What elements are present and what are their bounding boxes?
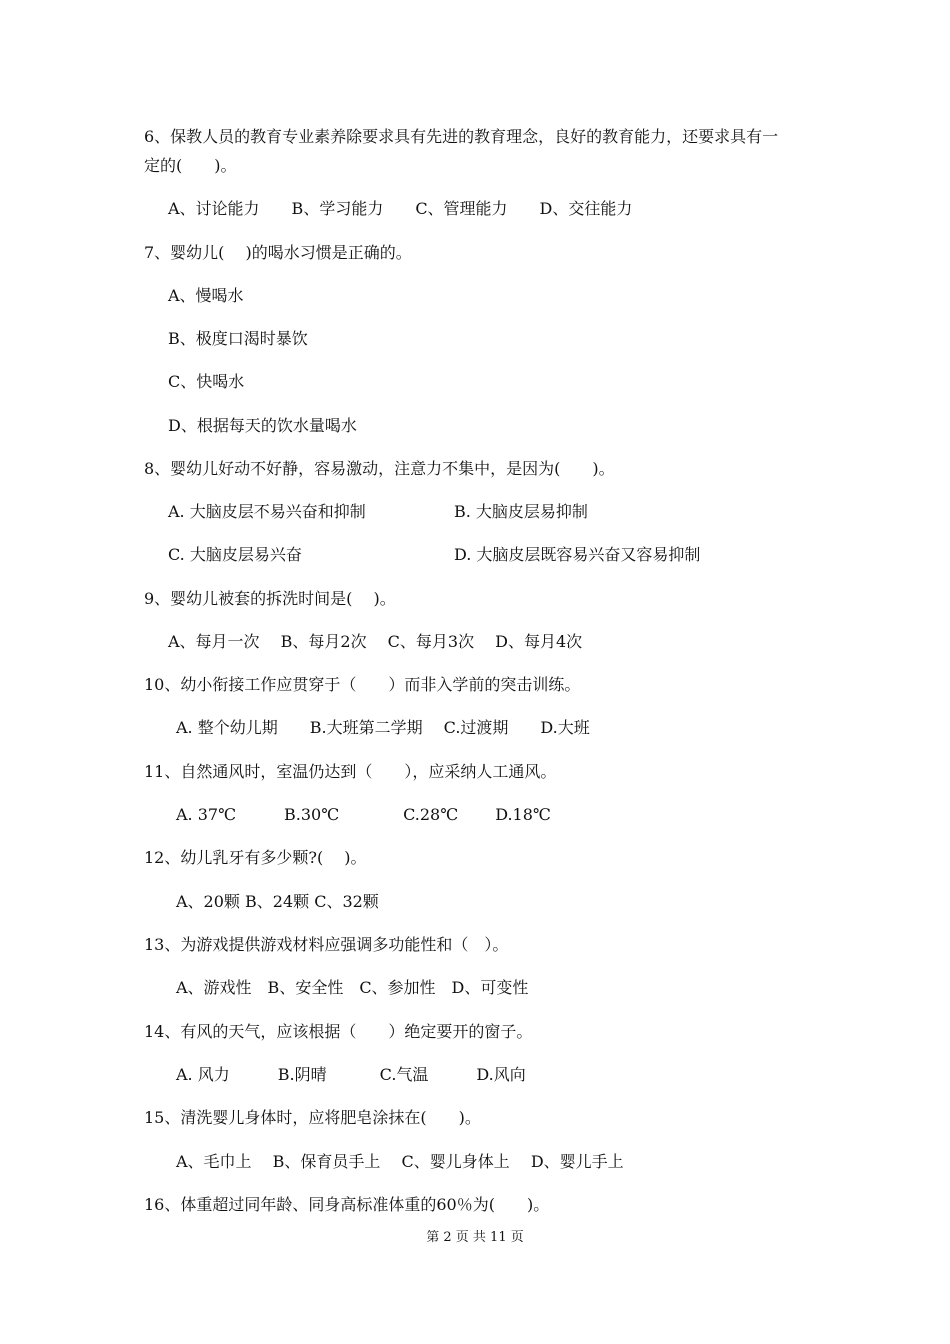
question-9-stem: 9、婴幼儿被套的拆洗时间是( )。 bbox=[144, 589, 396, 608]
question-6-stem-line-2: 定的( )。 bbox=[144, 156, 237, 175]
question-11-options: A. 37℃ B.30℃ C.28℃ D.18℃ bbox=[176, 805, 551, 824]
question-7-option-b: B、极度口渴时暴饮 bbox=[168, 329, 308, 348]
page-number-footer: 第 2 页 共 11 页 bbox=[426, 1230, 524, 1245]
question-7-option-c: C、快喝水 bbox=[168, 372, 245, 391]
question-9-options: A、每月一次 B、每月2次 C、每月3次 D、每月4次 bbox=[168, 632, 583, 651]
question-12-stem: 12、幼儿乳牙有多少颗?( )。 bbox=[144, 848, 367, 867]
question-13-stem: 13、为游戏提供游戏材料应强调多功能性和（ ）。 bbox=[144, 935, 509, 954]
question-8-option-b: B. 大脑皮层易抑制 bbox=[454, 502, 588, 521]
question-10-stem: 10、幼小衔接工作应贯穿于（ ）而非入学前的突击训练。 bbox=[144, 675, 581, 694]
question-8-option-a: A. 大脑皮层不易兴奋和抑制 bbox=[168, 502, 366, 521]
question-11-stem: 11、自然通风时，室温仍达到（ ），应采纳人工通风。 bbox=[144, 762, 557, 781]
question-8-stem: 8、婴幼儿好动不好静，容易激动，注意力不集中，是因为( )。 bbox=[144, 459, 615, 478]
question-10-options: A. 整个幼儿期 B.大班第二学期 C.过渡期 D.大班 bbox=[176, 718, 590, 737]
question-7-option-a: A、慢喝水 bbox=[168, 286, 244, 305]
question-7-option-d: D、根据每天的饮水量喝水 bbox=[168, 416, 357, 435]
question-15-stem: 15、清洗婴儿身体时，应将肥皂涂抹在( )。 bbox=[144, 1108, 481, 1127]
question-15-options: A、毛巾上 B、保育员手上 C、婴儿身体上 D、婴儿手上 bbox=[176, 1152, 624, 1171]
question-6-stem-line-1: 6、保教人员的教育专业素养除要求具有先进的教育理念，良好的教育能力，还要求具有一 bbox=[144, 127, 779, 146]
question-12-options: A、20颗 B、24颗 C、32颗 bbox=[176, 892, 379, 911]
question-13-options: A、游戏性 B、安全性 C、参加性 D、可变性 bbox=[176, 978, 529, 997]
question-6-options: A、讨论能力 B、学习能力 C、管理能力 D、交往能力 bbox=[168, 199, 633, 218]
question-7-stem: 7、婴幼儿( )的喝水习惯是正确的。 bbox=[144, 243, 412, 262]
question-14-options: A. 风力 B.阴晴 C.气温 D.风向 bbox=[176, 1065, 526, 1084]
question-14-stem: 14、有风的天气，应该根据（ ）绝定要开的窗子。 bbox=[144, 1022, 533, 1041]
question-8-option-c: C. 大脑皮层易兴奋 bbox=[168, 545, 302, 564]
question-8-option-d: D. 大脑皮层既容易兴奋又容易抑制 bbox=[454, 545, 701, 564]
question-16-stem: 16、体重超过同年龄、同身高标准体重的60％为( )。 bbox=[144, 1195, 550, 1214]
